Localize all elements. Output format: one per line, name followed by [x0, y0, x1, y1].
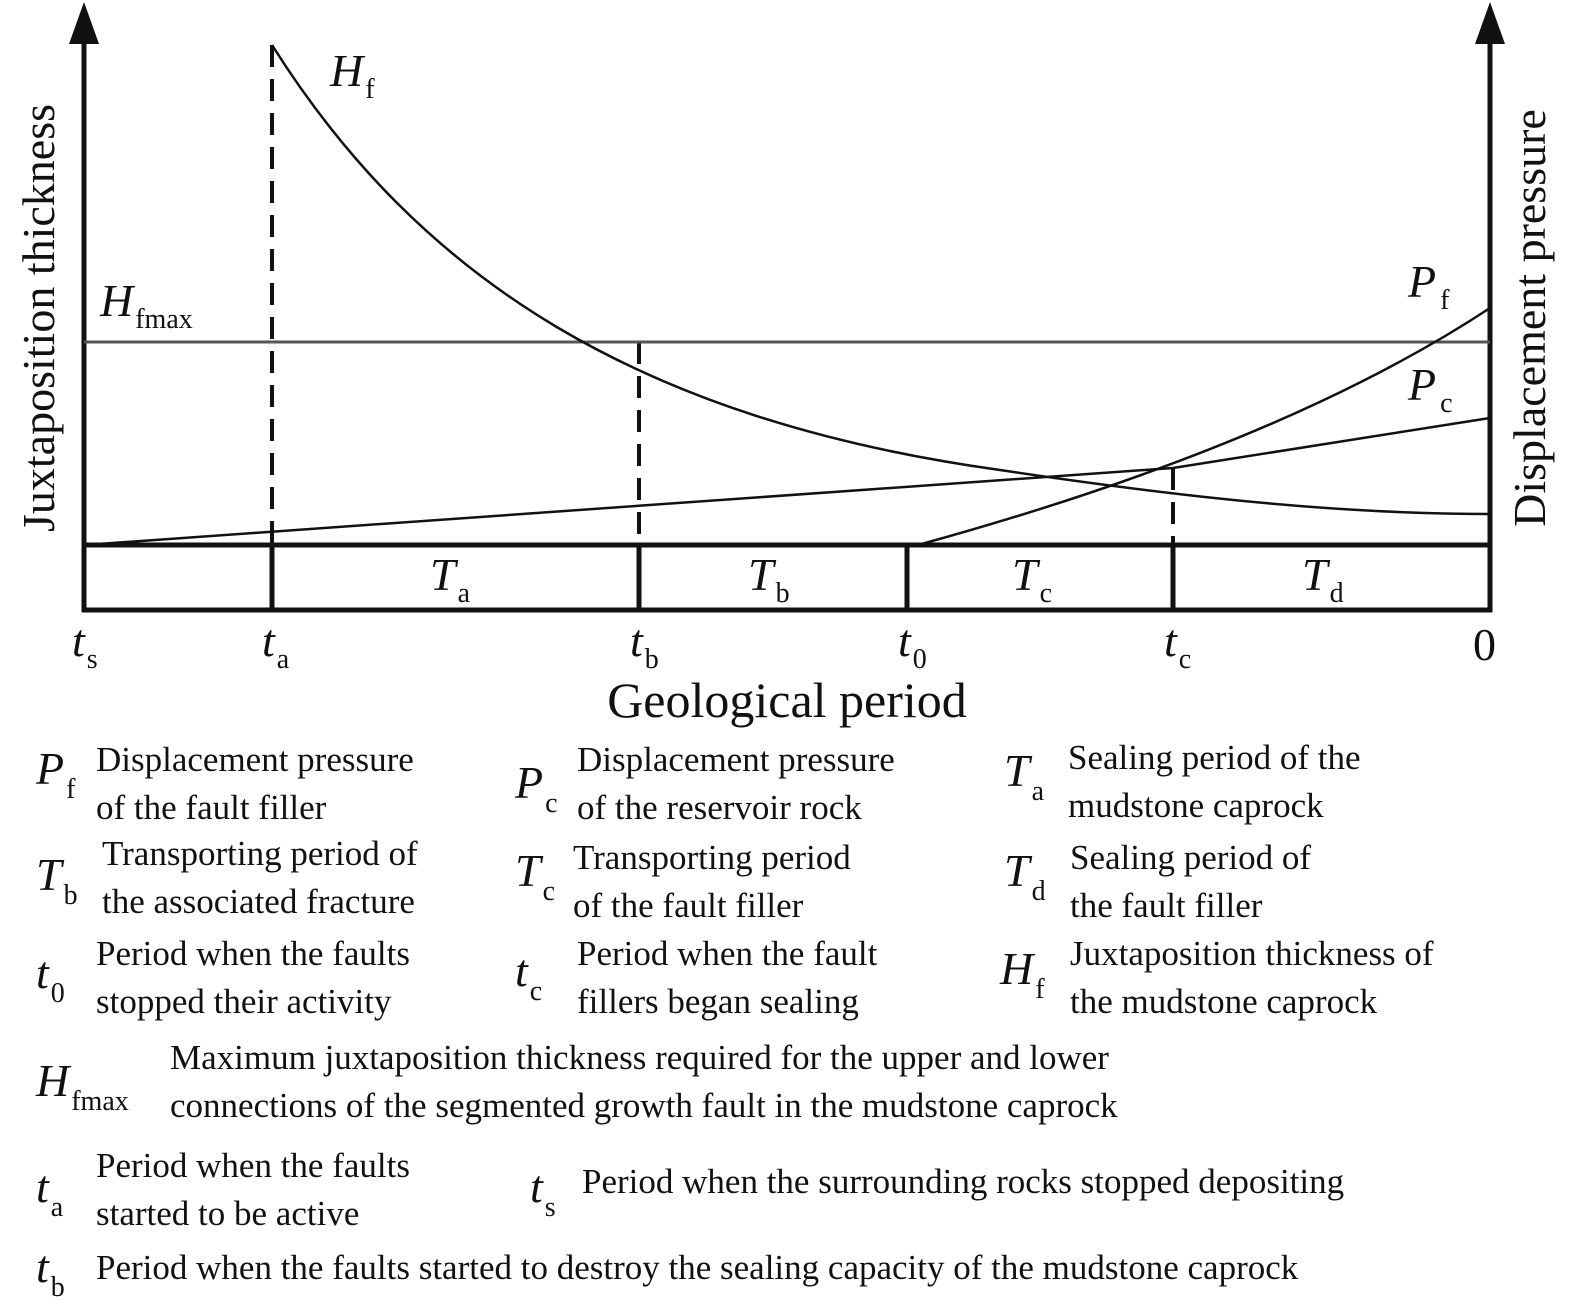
legend-symbol: $t_c$ [515, 945, 543, 1007]
pf-curve-label: P $_f$ [1408, 256, 1450, 316]
legend-description: Maximum juxtaposition thickness required for the upper and lower connections of the segmented growth fault in the mudstone caprock [170, 1038, 1118, 1126]
legend-item-ts [530, 1158, 1345, 1223]
legend-symbol: $T_b$ [36, 849, 78, 911]
period-label-td: $T_d$ [1302, 549, 1344, 609]
legend-symbol: $T_a$ [1004, 745, 1045, 807]
pf-curve [918, 308, 1490, 545]
legend-symbol: $T_c$ [515, 845, 556, 907]
legend-description: Displacement pressure of the reservoir rock [577, 740, 895, 828]
legend-description: Transporting period of the associated fracture [102, 834, 418, 922]
legend-item-hfmax [36, 1034, 1118, 1131]
legend-description: Period when the surrounding rocks stopped depositing [582, 1162, 1345, 1201]
period-label-ta: $T_a$ [430, 549, 471, 609]
hfmax-label: $H_{fmax}$ [100, 275, 193, 335]
legend-item-tb [36, 830, 418, 927]
legend-symbol: $H_{fmax}$ [36, 1055, 129, 1117]
right-axis-label: Displacement pressure [1504, 109, 1555, 527]
legend-item-ta [1004, 734, 1361, 831]
legend-symbol: $T_d$ [1004, 845, 1046, 907]
period-label-tb: $T_b$ [748, 549, 790, 609]
legend-description: Period when the faults started to be active [96, 1146, 410, 1234]
legend-description: Sealing period of the fault filler [1070, 838, 1312, 926]
left-axis-label: Juxtaposition thickness [13, 103, 64, 533]
legend-symbol: $t_0$ [36, 947, 65, 1009]
hf-curve [272, 45, 1490, 514]
tick-label-ta: $t_a$ [262, 615, 290, 675]
legend-description: Transporting period of the fault filler [573, 838, 851, 926]
tick-label-tc: $t_c$ [1164, 615, 1192, 675]
period-label-tc: $T_c$ [1012, 549, 1053, 609]
hf-curve-label: $H_f$ [330, 45, 375, 105]
right-axis-arrow-icon [1475, 2, 1505, 44]
legend-symbol: $t_s$ [530, 1161, 556, 1223]
legend-item-ta-time [36, 1142, 410, 1239]
tick-label-ts: $t_s$ [72, 615, 98, 675]
legend-item-hf [1000, 930, 1434, 1027]
legend-item-tc [515, 834, 851, 931]
legend-item-td [1004, 834, 1311, 931]
legend-symbol: $P_f$ [36, 743, 76, 805]
legend-symbol: $t_a$ [36, 1161, 64, 1223]
tick-label-tb: $t_b$ [630, 615, 659, 675]
legend-description: Displacement pressure of the fault filler [96, 740, 414, 828]
legend-description: Juxtaposition thickness of the mudstone caprock [1070, 934, 1434, 1022]
legend-symbol: $P_c$ [515, 757, 558, 819]
pc-curve-label: P $_c$ [1408, 359, 1453, 419]
tick-label-zero: 0 [1473, 619, 1496, 670]
legend-description: Period when the fault fillers began sealing [577, 934, 878, 1022]
x-axis-label: Geological period [607, 672, 967, 728]
legend-description: Sealing period of the mudstone caprock [1068, 738, 1361, 826]
legend-symbol: $t_b$ [36, 1241, 65, 1303]
pc-line [84, 418, 1490, 545]
legend-description: Period when the faults stopped their activity [96, 934, 410, 1022]
legend-item-tb-time [36, 1241, 1299, 1303]
legend-symbol: $H_f$ [1000, 943, 1045, 1005]
legend-item-pf [36, 736, 414, 833]
legend-item-tc-time [515, 930, 877, 1027]
legend-item-pc [515, 736, 895, 833]
tick-label-t0: $t_0$ [898, 615, 927, 675]
legend-description: Period when the faults started to destroy the sealing capacity of the mudstone caprock [96, 1248, 1299, 1287]
left-axis-arrow-icon [69, 2, 99, 44]
legend-item-t0 [36, 930, 410, 1027]
